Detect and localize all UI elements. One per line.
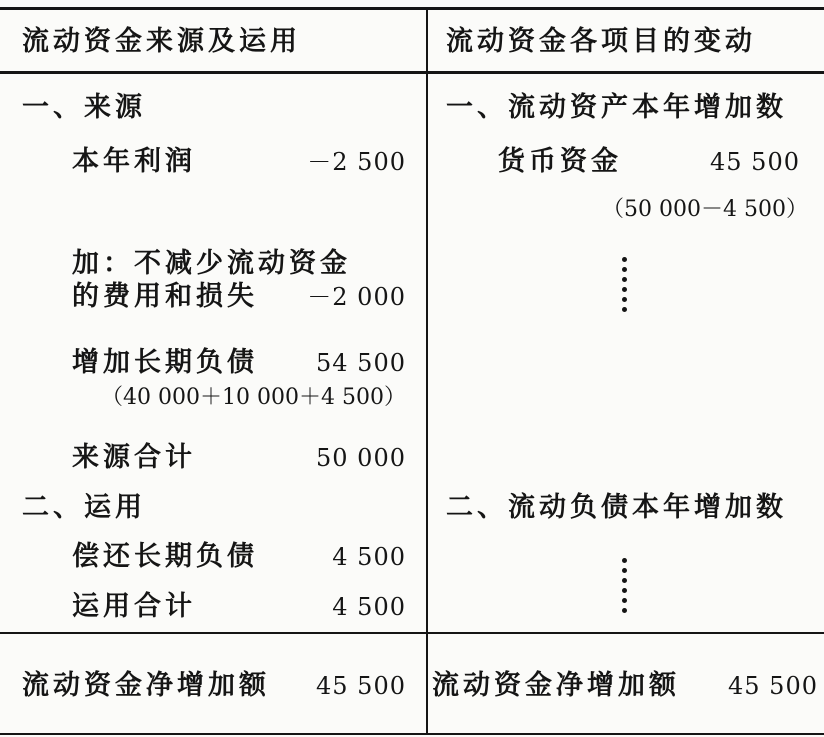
total-row-top-rule <box>0 632 824 634</box>
vertical-ellipsis-icon <box>621 558 629 618</box>
left-net-increase-label: 流动资金净增加额 <box>22 670 270 701</box>
table-bottom-rule <box>0 733 824 735</box>
uses-total-label: 运用合计 <box>72 591 196 622</box>
sources-total-label: 来源合计 <box>72 442 196 473</box>
left-column-header: 流动资金来源及运用 <box>22 26 301 57</box>
vertical-ellipsis-icon <box>621 257 629 317</box>
profit-value: －2 500 <box>307 148 406 176</box>
ltdebt-increase-label: 增加长期负债 <box>72 347 258 378</box>
cash-detail: （50 000－4 500） <box>602 197 808 222</box>
sources-section-title: 一、来源 <box>22 92 146 123</box>
ltdebt-repay-value: 4 500 <box>332 543 406 571</box>
addback-label-line2: 的费用和损失 <box>72 281 258 312</box>
current-liabilities-section-title: 二、流动负债本年增加数 <box>446 492 787 523</box>
ltdebt-repay-label: 偿还长期负债 <box>72 541 258 572</box>
header-bottom-rule <box>0 71 824 74</box>
right-net-increase-label: 流动资金净增加额 <box>432 670 680 701</box>
table-top-rule <box>0 7 824 10</box>
uses-section-title: 二、运用 <box>22 492 146 523</box>
cash-value: 45 500 <box>710 148 800 176</box>
sources-total-value: 50 000 <box>316 444 406 472</box>
profit-label: 本年利润 <box>72 146 196 177</box>
addback-label-line1: 加：不减少流动资金 <box>72 248 351 279</box>
right-column-header: 流动资金各项目的变动 <box>446 26 756 57</box>
ltdebt-increase-detail: （40 000＋10 000＋4 500） <box>101 385 406 410</box>
uses-total-value: 4 500 <box>332 593 406 621</box>
column-divider <box>426 7 428 735</box>
right-net-increase-value: 45 500 <box>728 672 818 700</box>
ltdebt-increase-value: 54 500 <box>316 349 406 377</box>
current-assets-section-title: 一、流动资产本年增加数 <box>446 92 787 123</box>
cash-label: 货币资金 <box>498 146 622 177</box>
left-net-increase-value: 45 500 <box>316 672 406 700</box>
addback-value: －2 000 <box>307 283 406 311</box>
